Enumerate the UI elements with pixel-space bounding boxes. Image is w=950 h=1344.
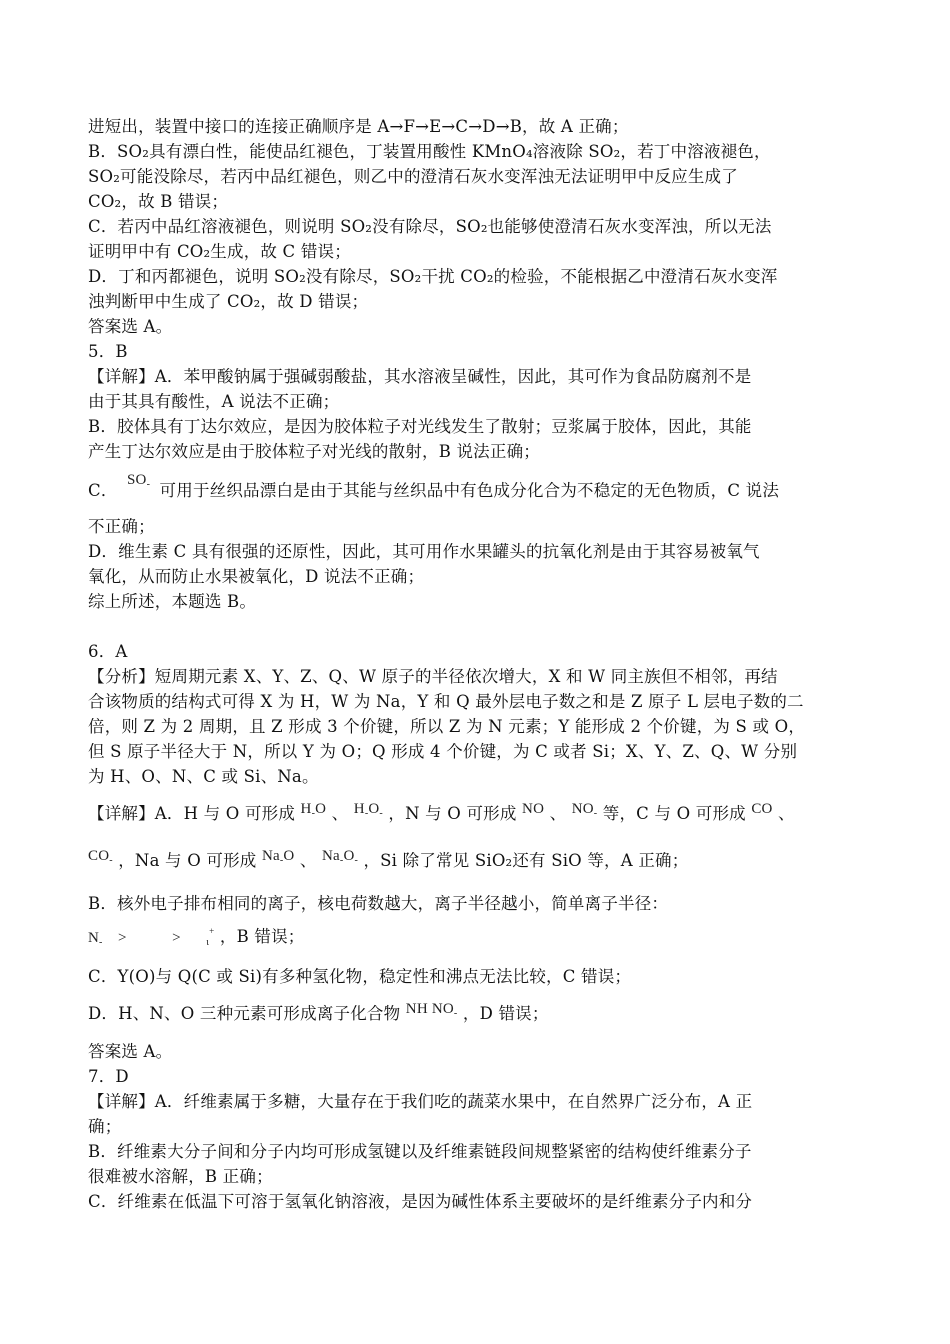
text-line: B．纤维素大分子间和分子内均可形成氢键以及纤维素链段间规整紧密的结构使纤维素分子	[88, 1142, 752, 1161]
no-formula: NO	[522, 801, 545, 817]
text-line: 进短出，装置中接口的连接正确顺序是 A→F→E→C→D→B，故 A 正确；	[88, 117, 629, 136]
ion-radius-comparison: $N_-$ > > $_\iota$+ ，B 错误；	[88, 926, 305, 948]
text-line: B．胶体具有丁达尔效应，是因为胶体粒子对光线发生了散射；豆浆属于胶体，因此，其能	[88, 417, 752, 436]
text-line: C．Y(O)与 Q(C 或 Si)有多种氢化物，稳定性和沸点无法比较，C 错误；	[88, 967, 632, 986]
text-line: 浊判断甲中生成了 CO₂，故 D 错误；	[88, 292, 369, 311]
so-formula: $SO_-$	[126, 472, 151, 490]
question-number: 5．B	[88, 342, 128, 361]
text-line: C．纤维素在低温下可溶于氢氧化钠溶液，是因为碱性体系主要破坏的是纤维素分子内和分	[88, 1192, 753, 1211]
option-label: C．	[88, 481, 118, 500]
co-formula: CO	[751, 801, 773, 817]
text-line: 【详解】A．苯甲酸钠属于强碱弱酸盐，其水溶液呈碱性，因此，其可作为食品防腐剂不是	[88, 367, 752, 386]
h2o-formula: $H_-O$	[300, 801, 327, 819]
text-line: 不正确；	[88, 517, 155, 536]
text-line: 很难被水溶解，B 正确；	[88, 1167, 273, 1186]
na-ion: $_\iota$+	[206, 926, 215, 948]
text-line: 产生丁达尔效应是由于胶体粒子对光线的散射，B 说法正确；	[88, 442, 540, 461]
text-line: B．核外电子排布相同的离子，核电荷数越大，离子半径越小，简单离子半径：	[88, 894, 669, 913]
h2o2-formula: $H_-O_-$	[353, 801, 383, 819]
text-line: 答案选 A。	[88, 317, 173, 336]
text-line: B．SO₂具有漂白性，能使品红褪色，丁装置用酸性 KMnO₄溶液除 SO₂，若丁中溶液褪色，	[88, 142, 771, 161]
na2o-formula: $Na_-O$	[261, 848, 295, 866]
text-line: 证明甲中有 CO₂生成，故 C 错误；	[88, 242, 351, 261]
text-line: 确；	[88, 1117, 122, 1136]
text-line-formulas: 【详解】A．H 与 O 可形成 $H_-O$ 、 $H_-O_-$ ，N 与 O 可形成 NO 、 $NO_-$ 等，C 与 O 可形成 CO 、	[88, 801, 795, 823]
text-line-formulas: D．H、N、O 三种元素可形成离子化合物 NH $NO_-$ ，D 错误；	[88, 1001, 549, 1023]
text-line: 由于其具有酸性，A 说法不正确；	[88, 392, 340, 411]
na2o2-formula: $Na_-O_-$	[322, 848, 359, 866]
text-line: SO₂可能没除尽，若丙中品红褪色，则乙中的澄清石灰水变浑浊无法证明甲中反应生成了	[88, 167, 738, 186]
text-line: 【详解】A．纤维素属于多糖，大量存在于我们吃的蔬菜水果中，在自然界广泛分布，A 正	[88, 1092, 753, 1111]
text-line-formulas: $CO_-$ ，Na 与 O 可形成 $Na_-O$ 、 $Na_-O_-$ ，Si 除了常见 SiO₂还有 SiO 等，A 正确；	[88, 848, 689, 870]
text-line: 倍，则 Z 为 2 周期，且 Z 形成 3 个价键，所以 Z 为 N 元素；Y 能形成 2 个价键，为 S 或 O，	[88, 717, 806, 736]
text-line: 综上所述，本题选 B。	[88, 592, 257, 611]
co2-formula: $CO_-$	[88, 848, 113, 866]
question-number: 7．D	[88, 1067, 129, 1086]
text-line: C．若丙中品红溶液褪色，则说明 SO₂没有除尽，SO₂也能够使澄清石灰水变浑浊，所以无法	[88, 217, 772, 236]
no2-formula: $NO_-$	[571, 801, 598, 819]
text-line-c: C． $SO_-$ 可用于丝织品漂白是由于其能与丝织品中有色成分化合为不稳定的无色物质，C 说法	[88, 472, 780, 500]
nh4no3-formula: NH $NO_-$	[405, 1001, 458, 1019]
text-line: 氧化，从而防止水果被氧化，D 说法不正确；	[88, 567, 425, 586]
n3-ion: $N_-$	[88, 930, 103, 948]
text-line: D．维生素 C 具有很强的还原性，因此，其可用作水果罐头的抗氧化剂是由于其容易被氧气	[88, 542, 760, 561]
text-line: CO₂，故 B 错误；	[88, 192, 229, 211]
question-number: 6．A	[88, 642, 128, 661]
text-line: 【分析】短周期元素 X、Y、Z、Q、W 原子的半径依次增大，X 和 W 同主族但不相邻，再结	[88, 667, 778, 686]
text-line: 答案选 A。	[88, 1042, 173, 1061]
text-line: 但 S 原子半径大于 N，所以 Y 为 O；Q 形成 4 个价键，为 C 或者 Si；X、Y、Z、Q、W 分别	[88, 742, 798, 761]
text-line: D．丁和丙都褪色，说明 SO₂没有除尽，SO₂干扰 CO₂的检验，不能根据乙中澄清石灰水变浑	[88, 267, 778, 286]
text-line: 为 H、O、N、C 或 Si、Na。	[88, 767, 319, 786]
text-line: 合该物质的结构式可得 X 为 H，W 为 Na，Y 和 Q 最外层电子数之和是 Z 原子 L 层电子数的二	[88, 692, 804, 711]
